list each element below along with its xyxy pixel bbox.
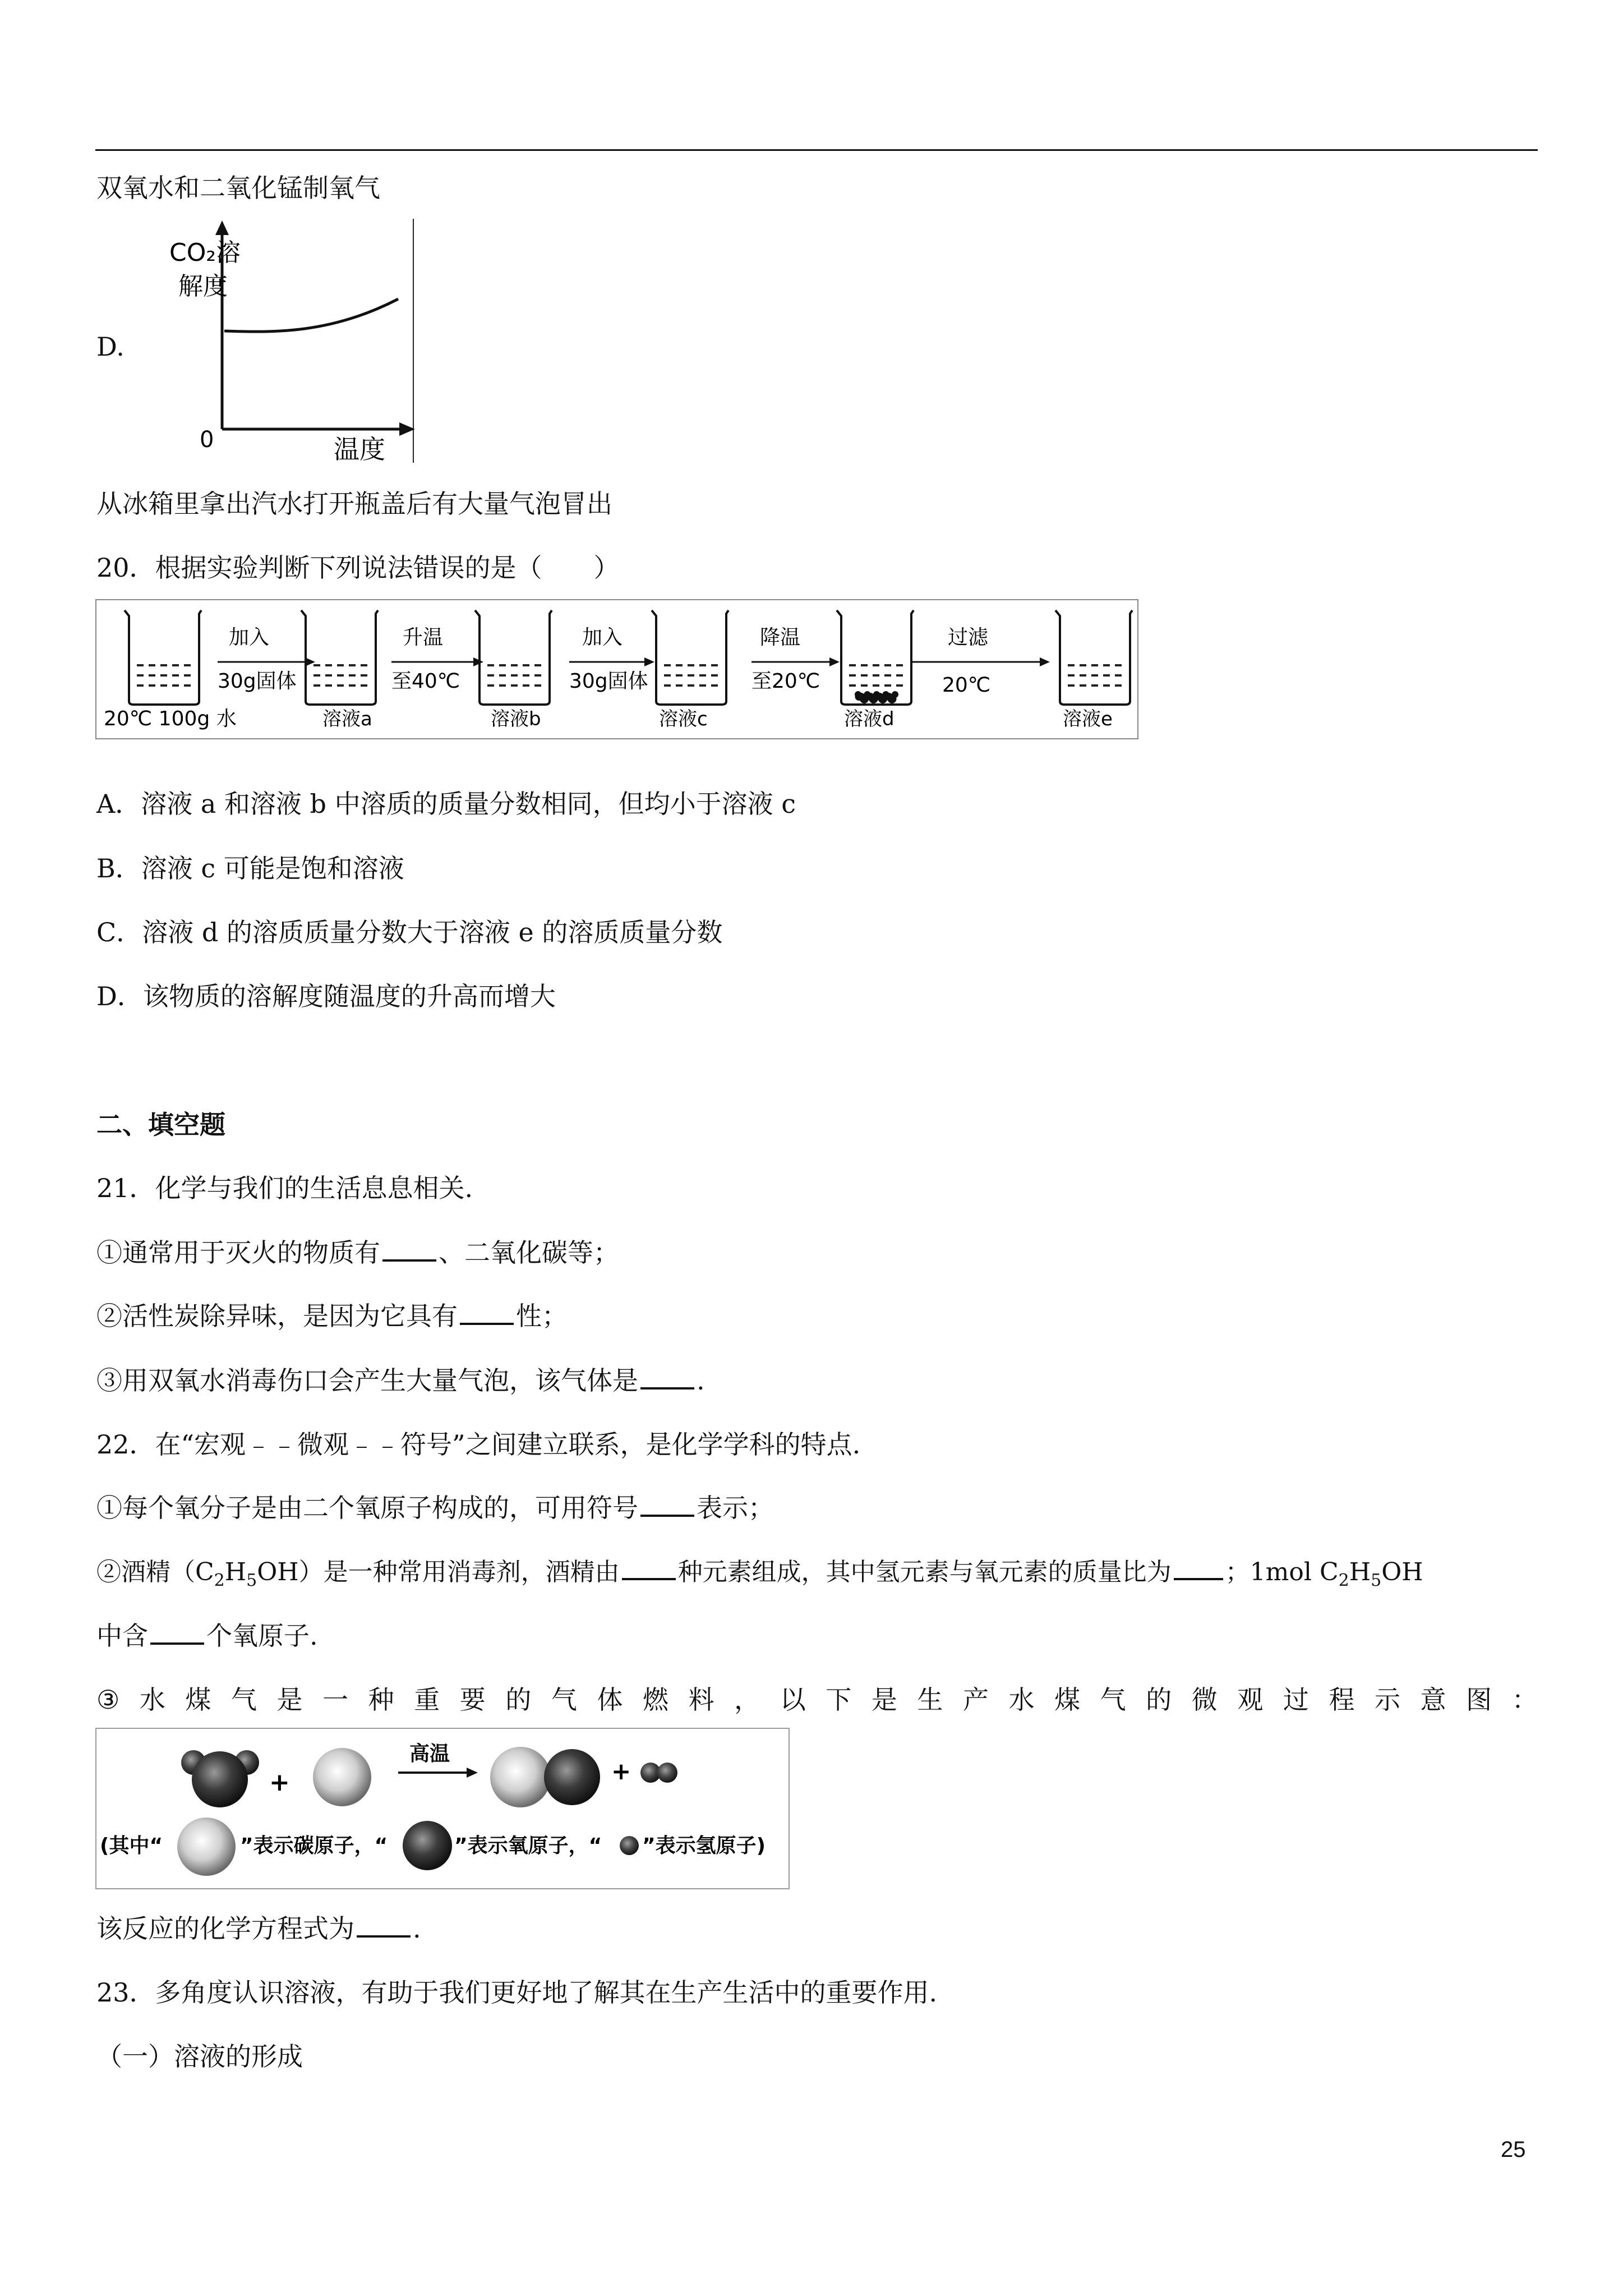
q21-part2-text-b: 性；: [516, 1301, 568, 1331]
q22-sub-2: 5: [246, 1571, 257, 1590]
q22-part3-char: 水: [139, 1685, 165, 1715]
q22-part2-text-g: OH: [1381, 1558, 1423, 1586]
water-gas-reaction-diagram: [95, 1728, 791, 1890]
plus-sign-2: +: [611, 1757, 631, 1785]
x-axis-label: 温度: [334, 434, 385, 463]
q20-stem: 20．根据实验判断下列说法错误的是（ ）: [96, 553, 620, 583]
co-oxygen-atom: [544, 1749, 600, 1805]
q22-part3-equation: [96, 1912, 421, 1945]
carbon-atom: [313, 1748, 371, 1806]
q21-part2-text-a: ②活性炭除异味，是因为它具有: [96, 1301, 458, 1331]
step1-top: 加入: [229, 626, 270, 649]
q22-part3-char: 水: [1008, 1685, 1035, 1715]
q20-option-b: B．溶液 c 可能是饱和溶液: [96, 853, 404, 884]
q22-part3-char: 的: [1146, 1685, 1172, 1715]
beaker-label-b: 溶液b: [491, 708, 541, 730]
q22-part2-text-h: 中含: [96, 1621, 148, 1651]
q22-part3-char: 下: [826, 1685, 852, 1715]
q22-part2-text-c: OH）是一种常用消毒剂，酒精由: [257, 1558, 620, 1586]
step4-top: 降温: [760, 626, 801, 649]
legend-part-2: ”表示碳原子，“: [240, 1834, 388, 1857]
page-number: 25: [1501, 2137, 1526, 2162]
step5-bottom: 20℃: [942, 674, 991, 697]
header-rule: [95, 149, 1538, 151]
start-label: 20℃ 100g 水: [104, 707, 237, 730]
section-title: 二、填空题: [96, 1110, 225, 1140]
q22-part3-char: 观: [1237, 1685, 1264, 1715]
q21-part3: [96, 1364, 705, 1397]
q22-part2-text-d: 种元素组成，其中氢元素与氧元素的质量比为: [677, 1558, 1172, 1586]
q22-part3-char: ：: [1511, 1685, 1538, 1715]
q22-part3-char: 燃: [643, 1685, 668, 1715]
q21-part1-text-a: ①通常用于灭火的物质有: [96, 1237, 380, 1268]
legend-part-3: ”表示氧原子，“: [454, 1834, 602, 1857]
step3-top: 加入: [582, 626, 623, 649]
q22-part3-char: 图: [1466, 1685, 1492, 1715]
q22-part2-text-b: H: [224, 1558, 247, 1586]
step4-bottom: 至20℃: [751, 670, 820, 693]
step2-top: 升温: [403, 626, 444, 649]
q22-part1: [96, 1491, 774, 1525]
q22-part3-char: 重: [414, 1685, 440, 1715]
beaker-label-c: 溶液c: [659, 708, 708, 730]
q22-part3-char: 种: [368, 1685, 394, 1715]
legend-carbon-icon: [177, 1818, 236, 1876]
q21-blank-3[interactable]: [640, 1365, 694, 1389]
precipitate-particle: [892, 691, 898, 698]
q22-part3-char: 是: [276, 1685, 303, 1715]
q22-sub-3: 2: [1338, 1571, 1349, 1590]
q22-part3-char: 煤: [185, 1685, 211, 1715]
q21-stem: 21．化学与我们的生活息息相关.: [96, 1173, 473, 1203]
q22-part3-char: 以: [780, 1685, 806, 1715]
step1-bottom: 30g固体: [218, 670, 297, 693]
q22-part2-cont: [96, 1619, 318, 1653]
q20-option-c: C．溶液 d 的溶质质量分数大于溶液 e 的溶质质量分数: [96, 917, 723, 947]
q21-blank-2[interactable]: [460, 1300, 514, 1325]
legend-part-1: (其中“: [100, 1834, 163, 1857]
q22-part2-text-a: ②酒精（C: [96, 1558, 214, 1586]
precipitate-particle: [855, 693, 863, 701]
q21-part2: [96, 1299, 568, 1333]
q21-part1-text-b: 、二氧化碳等；: [439, 1237, 619, 1268]
water-o-atom: [192, 1751, 248, 1807]
prev-option-tail: 双氧水和二氧化锰制氧气: [96, 173, 380, 203]
q22-part2: [96, 1556, 1423, 1589]
step2-bottom: 至40℃: [391, 670, 460, 693]
q22-part3-char: ，: [734, 1685, 760, 1715]
step3-bottom: 30g固体: [569, 670, 648, 693]
q20-option-d: D．该物质的溶解度随温度的升高而增大: [96, 981, 556, 1011]
q22-blank-1[interactable]: [640, 1492, 694, 1517]
q23-stem: 23．多角度认识溶液，有助于我们更好地了解其在生产生活中的重要作用.: [96, 1977, 938, 2008]
q21-part3-text-a: ③用双氧水消毒伤口会产生大量气泡，该气体是: [96, 1365, 638, 1396]
q22-part3-char: 意: [1420, 1685, 1446, 1715]
q22-part3-char: 气: [551, 1685, 577, 1715]
q22-part3-char: 是: [871, 1685, 897, 1715]
q22-sub-1: 2: [214, 1571, 225, 1590]
beaker-label-d: 溶液d: [844, 708, 895, 730]
option-d-label: D.: [96, 332, 125, 362]
q22-part2-text-f: H: [1349, 1558, 1371, 1586]
q22-part3-char: ③: [96, 1685, 120, 1715]
solution-experiment-diagram: [95, 599, 1138, 739]
q22-blank-5[interactable]: [357, 1913, 411, 1938]
q22-part3-char: 煤: [1054, 1685, 1081, 1715]
q22-part3-char: 体: [597, 1685, 623, 1715]
q21-part1: [96, 1236, 619, 1269]
q22-part3-char: 产: [962, 1685, 989, 1715]
q23-subheading: （一）溶液的形成: [96, 2041, 303, 2072]
beaker-label-a: 溶液a: [322, 708, 372, 730]
q22-stem: 22．在“宏观﹣﹣微观﹣﹣符号”之间建立联系，是化学学科的特点.: [96, 1429, 861, 1460]
q22-part2-text-i: 个氧原子.: [206, 1621, 318, 1651]
legend-hydrogen-icon: [620, 1836, 639, 1855]
q20-option-a: A．溶液 a 和溶液 b 中溶质的质量分数相同，但均小于溶液 c: [96, 789, 796, 819]
arrow-label: 高温: [409, 1742, 450, 1765]
co2-solubility-graph: [168, 216, 426, 463]
q22-part3-char: 示: [1375, 1685, 1400, 1715]
beaker-label-e: 溶液e: [1063, 708, 1113, 730]
q22-part3-char: 气: [230, 1685, 257, 1715]
q22-part3-char: 气: [1100, 1685, 1126, 1715]
q22-part3-char: 要: [459, 1685, 486, 1715]
legend-part-4: ”表示氢原子): [642, 1834, 766, 1857]
q22-part3-char: 生: [917, 1685, 943, 1715]
q21-part3-text-b: .: [697, 1365, 705, 1396]
q22-part1-text-b: 表示；: [697, 1493, 774, 1523]
y-axis-label-line2: 解度: [178, 272, 228, 301]
q22-part3-eq-text-b: .: [413, 1913, 421, 1944]
q22-part3-char: 微: [1191, 1685, 1218, 1715]
y-axis-label-line1: CO₂溶: [169, 238, 241, 267]
q22-part1-text-a: ①每个氧分子是由二个氧原子构成的，可用符号: [96, 1493, 638, 1523]
q22-part3-char: 程: [1329, 1685, 1355, 1715]
step5-top: 过滤: [948, 626, 989, 649]
plus-sign-1: +: [269, 1768, 290, 1797]
co-carbon-atom: [490, 1747, 551, 1807]
q22-part2-text-e: ；1mol C: [1225, 1558, 1339, 1586]
q22-blank-2[interactable]: [622, 1556, 676, 1580]
q21-blank-1[interactable]: [382, 1237, 436, 1262]
option-d-caption: 从冰箱里拿出汽水打开瓶盖后有大量气泡冒出: [96, 489, 612, 519]
origin-label: 0: [200, 427, 214, 453]
q22-part3-char: 一: [322, 1685, 349, 1715]
q22-part3-char: 过: [1283, 1685, 1309, 1715]
q22-part3-char: 料: [688, 1685, 714, 1715]
q22-blank-4[interactable]: [150, 1620, 204, 1645]
q22-part3-eq-text-a: 该反应的化学方程式为: [96, 1913, 354, 1944]
q22-blank-3[interactable]: [1174, 1556, 1223, 1580]
h2-atom-right: [657, 1763, 677, 1783]
q22-part3: [96, 1683, 1538, 1717]
q22-part3-char: 的: [505, 1685, 532, 1715]
legend-oxygen-icon: [403, 1821, 452, 1870]
q22-sub-4: 5: [1371, 1571, 1382, 1590]
